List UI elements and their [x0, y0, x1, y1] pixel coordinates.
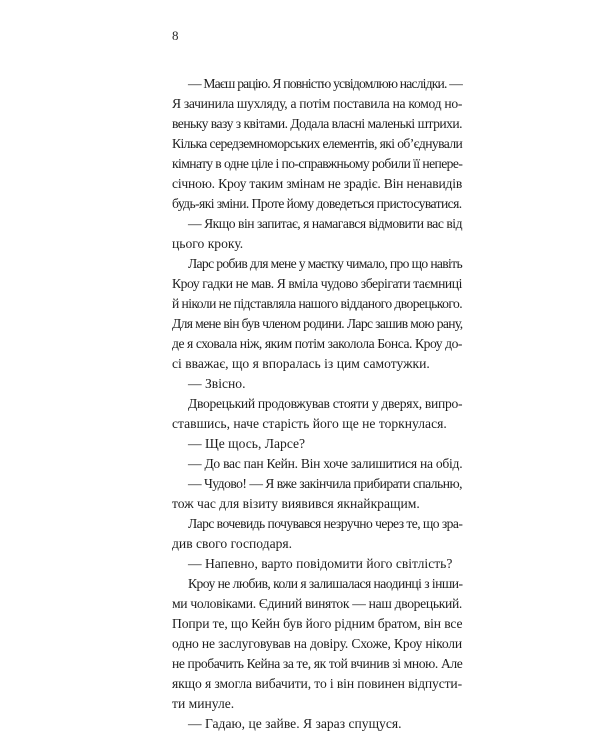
text-line: — Якщо він запитає, я намагався відмовити вас від	[188, 216, 462, 231]
text-line: не пробачить Кейна за те, як той вчинив зі мною. Але	[172, 656, 463, 671]
text-line: Кроу не любив, коли я залишалася наодинці з інши-	[188, 576, 463, 591]
text-line: одно не заслуговував на довіру. Схоже, Кроу ніколи	[172, 636, 462, 651]
text-line: — Гадаю, це зайве. Я зараз спущуся.	[188, 716, 402, 731]
text-line: — Чудово! — Я вже закінчила прибирати спальню,	[188, 476, 462, 491]
text-line: Ларс вочевидь почувався незручно через те, що зра-	[188, 516, 463, 531]
text-line: — Напевно, варто повідомити його світлість?	[188, 556, 453, 571]
text-line: — До вас пан Кейн. Він хоче залишитися на обід.	[188, 456, 463, 471]
text-line: Кроу гадки не мав. Я вміла чудово зберігати таємниці	[172, 276, 462, 291]
text-line: — Ще щось, Ларсе?	[188, 436, 306, 451]
text-line: Для мене він був членом родини. Ларс зашив мою рану,	[172, 316, 463, 331]
text-line: — Маєш рацію. Я повністю усвідомлюю наслідки. —	[188, 76, 462, 91]
text-line: Кілька середземноморських елементів, які об’єднували	[172, 136, 463, 151]
page-number: 8	[172, 28, 179, 43]
text-line: Ларс робив для мене у маєтку чимало, про що навіть	[188, 256, 462, 271]
body-text	[172, 74, 462, 734]
text-line: ми чоловіками. Єдиний виняток — наш дворецький.	[172, 596, 462, 611]
text-line: Попри те, що Кейн був його рідним братом, він все	[172, 616, 463, 631]
text-line: Дворецький продовжував стояти у дверях, випро-	[188, 396, 463, 411]
text-line: Я зачинила шухляду, а потім поставила на комод но-	[172, 96, 463, 111]
text-line: січною. Кроу таким змінам не зрадіє. Він ненавидів	[172, 176, 463, 191]
text-line: де я сховала ніж, яким потім заколола Бонса. Кроу до-	[172, 336, 462, 351]
text-line: ти минуле.	[172, 696, 235, 711]
text-line: сі вважає, що я впоралась із цим самотужки.	[172, 356, 430, 371]
text-line: див свого господаря.	[172, 536, 293, 551]
text-line: цього кроку.	[172, 236, 244, 251]
text-line: ставшись, наче старість його ще не торкнулася.	[172, 416, 447, 431]
text-line: веньку вазу з квітами. Додала власні маленькі штрихи.	[172, 116, 462, 131]
text-line: кімнату в одне ціле і по-справжньому робили її непере-	[172, 156, 463, 171]
text-line: будь-які зміни. Проте йому доведеться пристосуватися.	[172, 196, 462, 211]
text-line: якщо я змогла вибачити, то і він повинен відпусти-	[172, 676, 462, 691]
text-line: й ніколи не підставляла нашого відданого дворецького.	[172, 296, 463, 311]
text-line: тож час для візиту виявився якнайкращим.	[172, 496, 420, 511]
text-line: — Звісно.	[188, 376, 246, 391]
